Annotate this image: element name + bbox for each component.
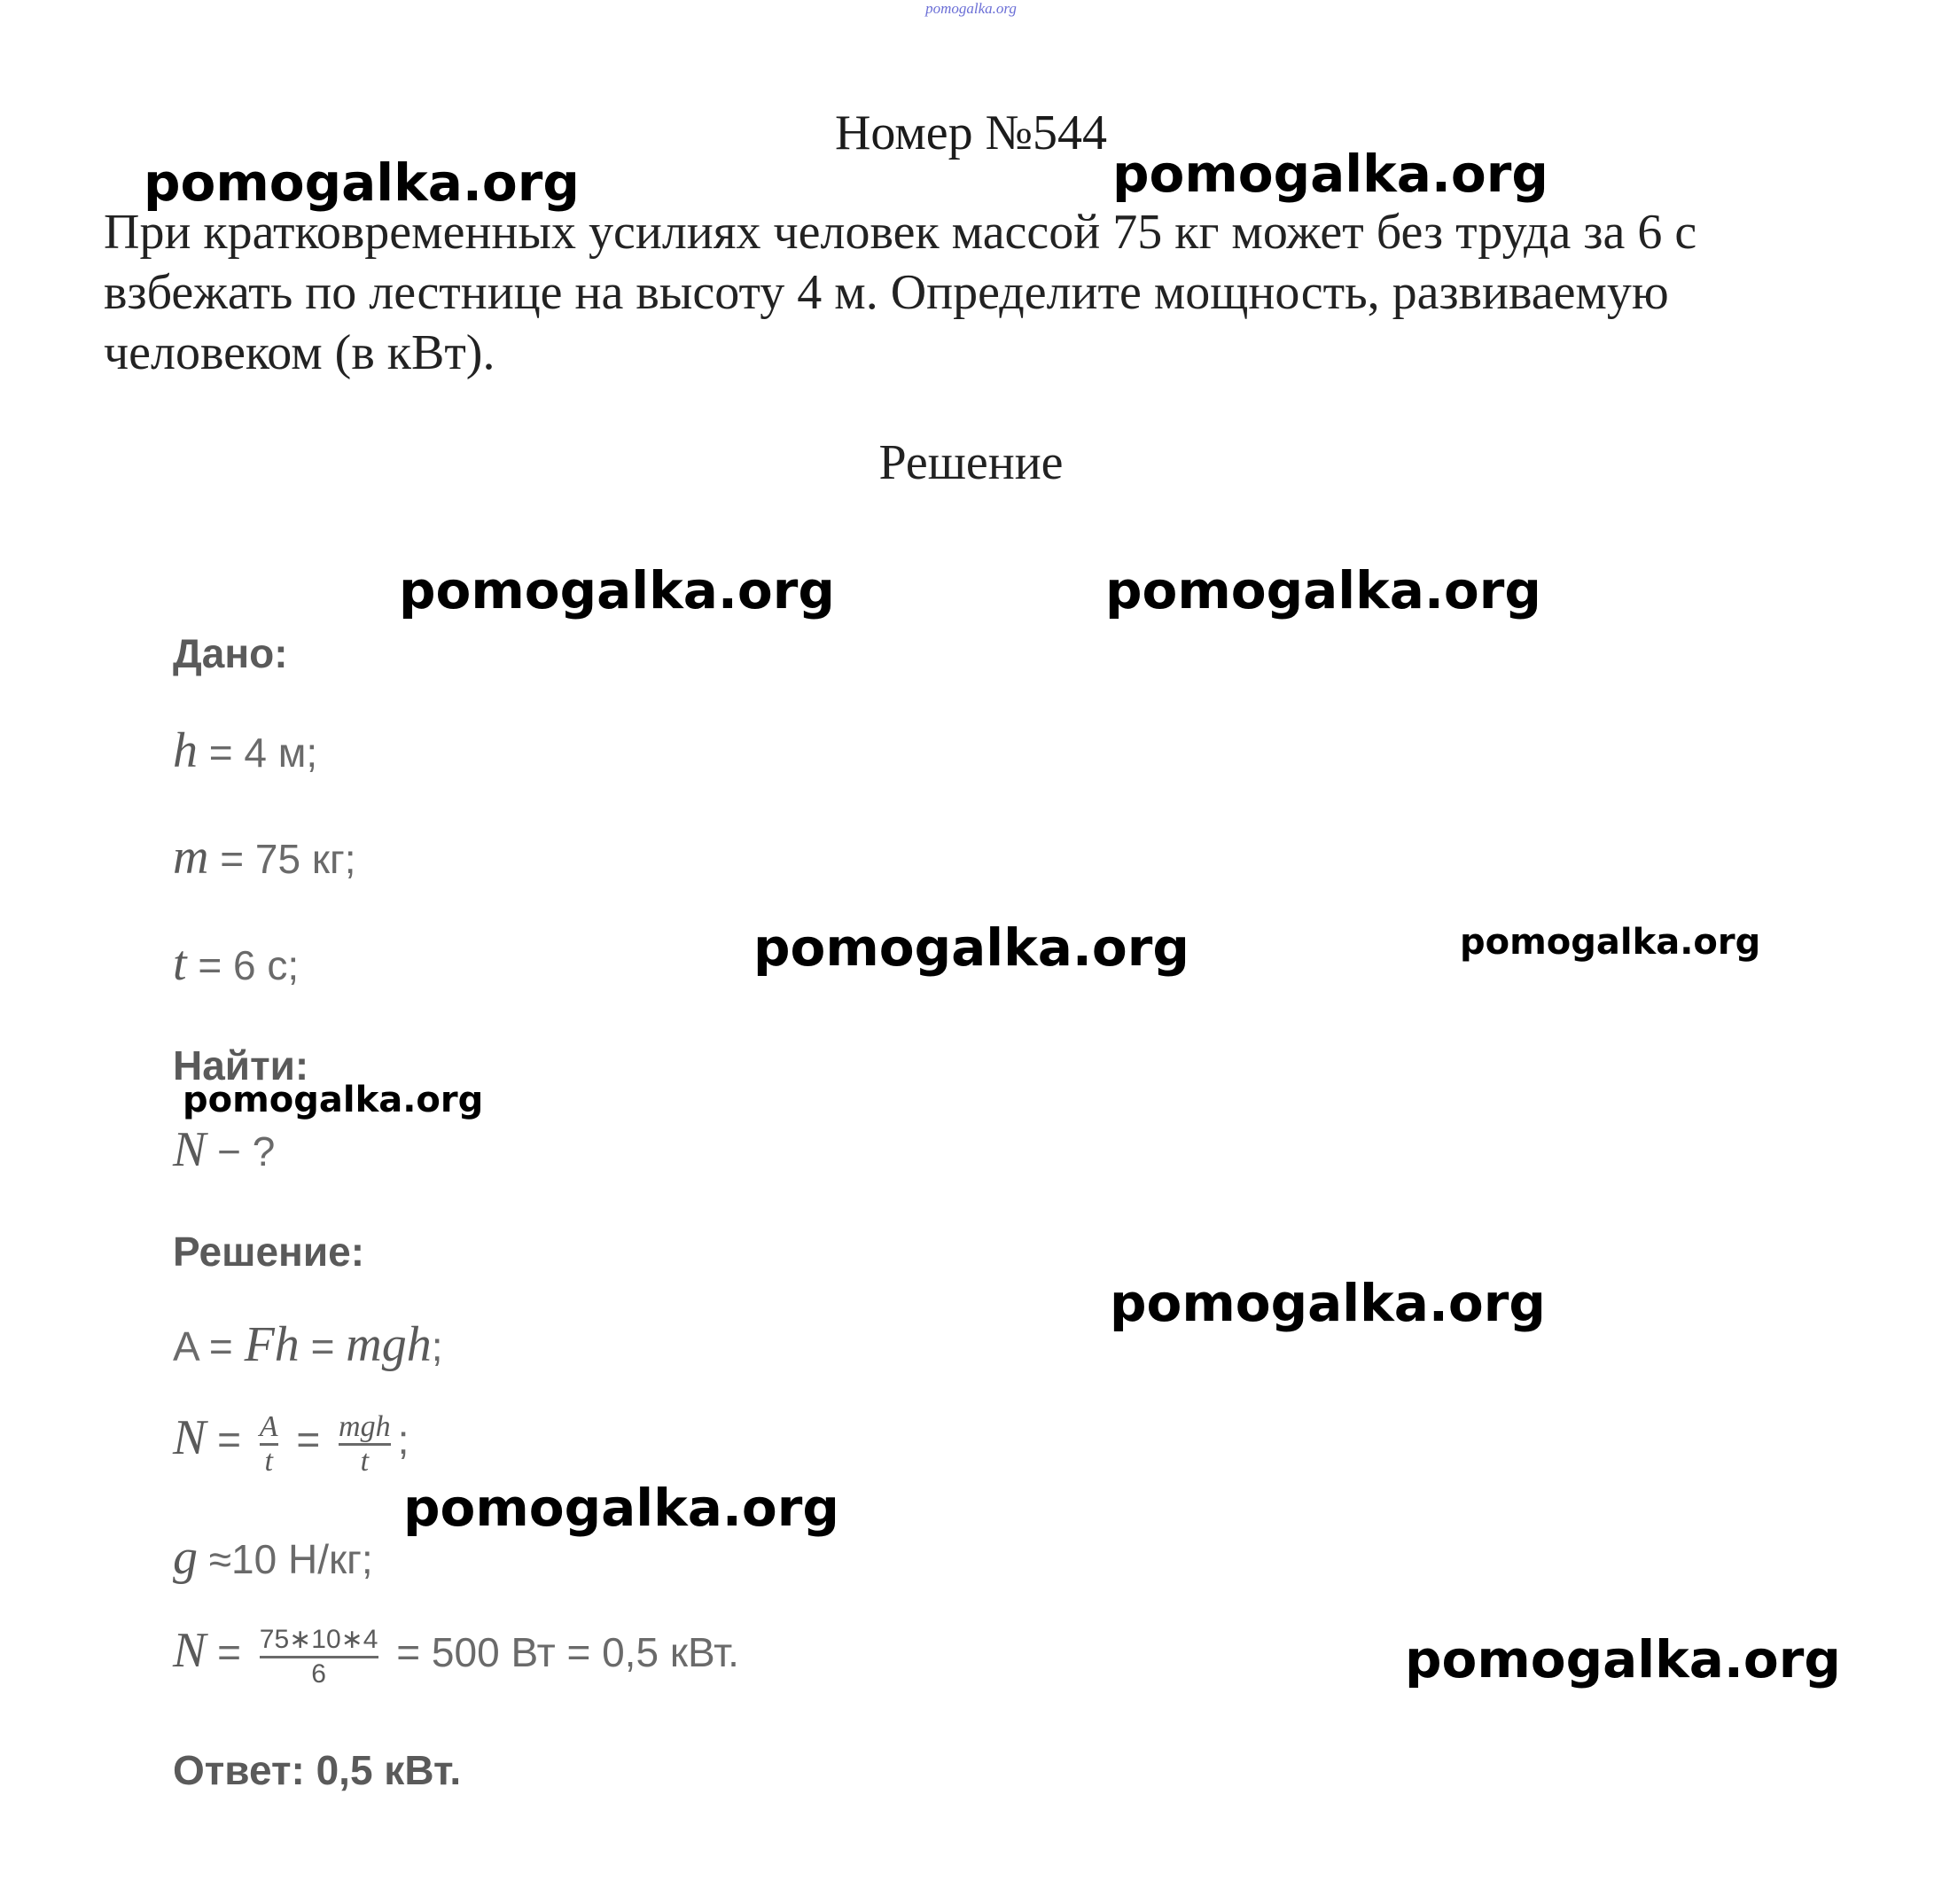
power-formula	[173, 1409, 409, 1478]
work-mgh: mgh	[346, 1317, 432, 1372]
work-a: A	[173, 1323, 199, 1369]
calc-formula	[173, 1622, 739, 1690]
power-end: ;	[397, 1416, 409, 1463]
given-h	[173, 722, 317, 779]
fraction-numerator: 75∗10∗4	[259, 1624, 378, 1654]
solution-label: Решение:	[173, 1229, 365, 1275]
var-g: g	[173, 1530, 198, 1585]
watermark: pomogalka.org	[403, 1478, 839, 1538]
answer: Ответ: 0,5 кВт.	[173, 1747, 462, 1793]
find-n	[173, 1121, 275, 1178]
g-value: ≈10 Н/кг;	[198, 1536, 373, 1582]
solution-heading: Решение	[878, 435, 1064, 490]
watermark: pomogalka.org	[753, 917, 1189, 978]
fraction-numerator: A	[259, 1409, 278, 1443]
page-title: Номер №544	[834, 105, 1108, 160]
fraction-denominator: 6	[311, 1658, 326, 1689]
power-n: N	[173, 1410, 207, 1465]
fraction-numerator: mgh	[339, 1409, 391, 1443]
watermark: pomogalka.org	[1105, 560, 1541, 620]
power-eq2: =	[285, 1416, 332, 1463]
var-n: N	[173, 1122, 207, 1177]
work-fh: Fh	[244, 1317, 300, 1372]
var-m: m	[173, 830, 209, 885]
power-eq: =	[206, 1416, 253, 1463]
n-unknown: − ?	[206, 1128, 276, 1174]
watermark: pomogalka.org	[1405, 1629, 1841, 1689]
m-value: = 75 кг;	[208, 836, 356, 882]
given-m	[173, 829, 356, 886]
calc-n: N	[173, 1623, 207, 1678]
h-value: = 4 м;	[198, 730, 318, 776]
problem-line: взбежать по лестнице на высоту 4 м. Определите мощность, развиваемую	[104, 265, 1669, 320]
watermark: pomogalka.org	[1460, 922, 1761, 963]
given-t	[173, 935, 299, 992]
calc-result: = 500 Вт = 0,5 кВт.	[385, 1629, 739, 1675]
fraction-denominator: t	[264, 1444, 273, 1478]
watermark: pomogalka.org	[399, 560, 835, 620]
var-h: h	[173, 723, 198, 778]
problem-line: При кратковременных усилиях человек массой 75 кг может без труда за 6 с	[104, 205, 1697, 260]
work-end: ;	[431, 1323, 443, 1369]
var-t: t	[173, 936, 187, 991]
t-value: = 6 с;	[186, 942, 300, 988]
problem-line: человеком (в кВт).	[104, 325, 495, 380]
watermark: pomogalka.org	[183, 1080, 484, 1120]
watermark: pomogalka.org	[1112, 144, 1548, 204]
work-formula	[173, 1316, 442, 1373]
problem-statement	[104, 202, 1841, 383]
fraction-calc	[260, 1624, 378, 1690]
site-link[interactable]: pomogalka.org	[925, 0, 1017, 17]
find-label: Найти:	[173, 1042, 309, 1089]
calc-eq: =	[206, 1629, 253, 1675]
fraction-mgh-over-t	[339, 1411, 391, 1478]
given-label: Дано:	[173, 630, 288, 676]
work-eq2: =	[299, 1323, 347, 1369]
watermark: pomogalka.org	[144, 152, 580, 213]
g-constant	[173, 1529, 373, 1586]
watermark: pomogalka.org	[1110, 1273, 1546, 1333]
fraction-a-over-t	[260, 1411, 278, 1478]
fraction-denominator: t	[360, 1444, 370, 1478]
work-eq: =	[198, 1323, 245, 1369]
